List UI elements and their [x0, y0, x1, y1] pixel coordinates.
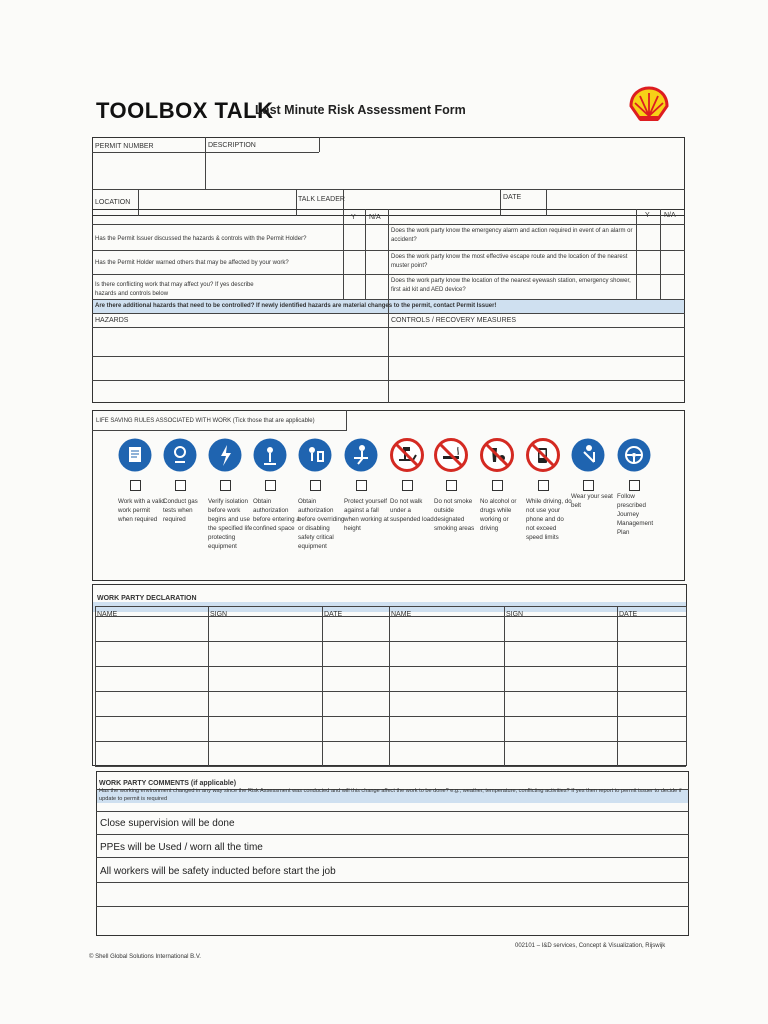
- form-title: TOOLBOX TALK: [96, 98, 274, 123]
- form-subtitle: Last Minute Risk Assessment Form: [255, 103, 466, 117]
- declaration-cell[interactable]: [323, 692, 388, 715]
- declaration-col-header: SIGN: [506, 611, 524, 618]
- comments-heading: WORK PARTY COMMENTS (if applicable): [99, 780, 237, 787]
- declaration-col-line: [686, 606, 687, 766]
- declaration-cell[interactable]: [209, 617, 321, 640]
- footer-reference: 002101 – I&D services, Concept & Visualization, Rijswijk: [515, 943, 666, 949]
- rule-checkbox-1[interactable]: [130, 480, 141, 491]
- rule-checkbox-5[interactable]: [310, 480, 321, 491]
- permit-number-field[interactable]: [93, 153, 204, 188]
- seat-belt-icon: [571, 438, 605, 472]
- rule-checkbox-6[interactable]: [356, 480, 367, 491]
- declaration-cell[interactable]: [209, 692, 321, 715]
- comment-line-3[interactable]: All workers will be safety inducted before start the job: [100, 866, 336, 877]
- rule-caption-1: Work with a valid work permit when required: [118, 498, 165, 523]
- rule-checkbox-2[interactable]: [175, 480, 186, 491]
- no-smoking-icon: [434, 438, 468, 472]
- question-left-2: Has the Permit Holder warned others that may be affected by your work?: [95, 260, 289, 266]
- declaration-cell[interactable]: [323, 717, 388, 740]
- declaration-header-line: [95, 606, 686, 607]
- location-label: LOCATION: [95, 199, 131, 206]
- declaration-cell[interactable]: [618, 742, 685, 765]
- y-header-right: Y: [645, 212, 650, 219]
- declaration-cell[interactable]: [505, 617, 616, 640]
- declaration-cell[interactable]: [390, 692, 503, 715]
- journey-icon: [617, 438, 651, 472]
- declaration-col-header: DATE: [324, 611, 343, 618]
- declaration-cell[interactable]: [505, 717, 616, 740]
- rule-checkbox-4[interactable]: [265, 480, 276, 491]
- rule-caption-2: Conduct gas tests when required: [163, 498, 198, 523]
- date-label: DATE: [503, 194, 522, 201]
- declaration-cell[interactable]: [618, 717, 685, 740]
- declaration-cell[interactable]: [390, 667, 503, 690]
- declaration-cell[interactable]: [96, 692, 207, 715]
- fall-protection-icon: [344, 438, 378, 472]
- rule-caption-6: Protect yourself against a fall when working at height: [344, 498, 389, 532]
- declaration-cell[interactable]: [209, 642, 321, 665]
- declaration-cell[interactable]: [505, 667, 616, 690]
- declaration-cell[interactable]: [618, 667, 685, 690]
- declaration-cell[interactable]: [505, 742, 616, 765]
- declaration-cell[interactable]: [618, 692, 685, 715]
- question-left-3: Is there conflicting work that may affect you? If yes describe hazards and controls below: [95, 282, 254, 297]
- rule-caption-9: No alcohol or drugs while working or driving: [480, 498, 517, 532]
- comment-line-1[interactable]: Close supervision will be done: [100, 818, 235, 829]
- override-icon: [298, 438, 332, 472]
- declaration-col-header: NAME: [391, 611, 412, 618]
- controls-label: CONTROLS / RECOVERY MEASURES: [391, 317, 516, 324]
- declaration-cell[interactable]: [390, 742, 503, 765]
- hazards-label: HAZARDS: [95, 317, 129, 324]
- declaration-row-line: [95, 766, 686, 767]
- declaration-col-header: NAME: [97, 611, 118, 618]
- declaration-cell[interactable]: [96, 667, 207, 690]
- declaration-cell[interactable]: [209, 742, 321, 765]
- declaration-cell[interactable]: [96, 742, 207, 765]
- declaration-cell[interactable]: [209, 717, 321, 740]
- rule-checkbox-12[interactable]: [629, 480, 640, 491]
- comment-line-2[interactable]: PPEs will be Used / worn all the time: [100, 842, 263, 853]
- life-saving-heading: LIFE SAVING RULES ASSOCIATED WITH WORK (Tick those that are applicable): [96, 418, 315, 424]
- comments-question: Has the working environment changed in any way since the Risk Assessment was conducted and will this change affect the work to be done? e.g., weather, temperature, conflicting activities? If yes then report to permit issuer to decide if update to permit is required: [99, 788, 682, 802]
- declaration-cell[interactable]: [323, 642, 388, 665]
- rule-caption-8: Do not smoke outside designated smoking areas: [434, 498, 475, 532]
- rule-checkbox-11[interactable]: [583, 480, 594, 491]
- suspended-load-icon: [390, 438, 424, 472]
- description-field[interactable]: [206, 153, 684, 188]
- confined-space-icon: [253, 438, 287, 472]
- question-right-3: Does the work party know the location of the nearest eyewash station, emergency shower, first aid kit and AED device?: [391, 278, 631, 293]
- footer-copyright: © Shell Global Solutions International B.V.: [89, 954, 201, 960]
- y-header-left: Y: [351, 214, 356, 221]
- rule-caption-12: Follow prescribed Journey Management Plan: [617, 493, 654, 536]
- rule-caption-5: Obtain authorization before overriding or disabling safety critical equipment: [298, 498, 345, 550]
- no-alcohol-icon: [480, 438, 514, 472]
- question-left-1: Has the Permit Issuer discussed the hazards & controls with the Permit Holder?: [95, 236, 307, 242]
- declaration-cell[interactable]: [505, 692, 616, 715]
- na-header-right: N/A: [664, 212, 676, 219]
- permit-number-label: PERMIT NUMBER: [95, 143, 154, 150]
- rule-caption-4: Obtain authorization before entering a confined space: [253, 498, 300, 532]
- declaration-cell[interactable]: [209, 667, 321, 690]
- permit-icon: [118, 438, 152, 472]
- declaration-cell[interactable]: [618, 642, 685, 665]
- rule-caption-3: Verify isolation before work begins and use the specified life protecting equipment: [208, 498, 253, 550]
- shell-logo-icon: [628, 86, 670, 124]
- declaration-cell[interactable]: [323, 742, 388, 765]
- rule-caption-10: While driving, do not use your phone and do not exceed speed limits: [526, 498, 572, 541]
- declaration-cell[interactable]: [96, 717, 207, 740]
- declaration-cell[interactable]: [323, 617, 388, 640]
- talk-leader-label: TALK LEADER: [298, 196, 345, 203]
- declaration-cell[interactable]: [390, 642, 503, 665]
- additional-hazards-note: Are there additional hazards that need to be controlled? If newly identified hazards are material changes to the permit, contact Permit Issuer!: [95, 303, 497, 309]
- declaration-col-header: SIGN: [210, 611, 228, 618]
- declaration-heading: WORK PARTY DECLARATION: [97, 595, 197, 602]
- isolation-icon: [208, 438, 242, 472]
- rule-caption-11: Wear your seat belt: [571, 493, 613, 509]
- declaration-col-header: DATE: [619, 611, 638, 618]
- rule-checkbox-10[interactable]: [538, 480, 549, 491]
- declaration-cell[interactable]: [505, 642, 616, 665]
- rule-checkbox-7[interactable]: [402, 480, 413, 491]
- declaration-cell[interactable]: [96, 617, 207, 640]
- description-label: DESCRIPTION: [208, 142, 256, 149]
- declaration-cell[interactable]: [618, 617, 685, 640]
- no-phone-icon: [526, 438, 560, 472]
- question-right-2: Does the work party know the most effective escape route and the location of the nearest muster point?: [391, 254, 628, 269]
- declaration-cell[interactable]: [96, 642, 207, 665]
- rule-checkbox-8[interactable]: [446, 480, 457, 491]
- gas-test-icon: [163, 438, 197, 472]
- rule-caption-7: Do not walk under a suspended load: [390, 498, 434, 523]
- na-header-left: N/A: [369, 214, 381, 221]
- rule-checkbox-3[interactable]: [220, 480, 231, 491]
- rule-checkbox-9[interactable]: [492, 480, 503, 491]
- declaration-cell[interactable]: [323, 667, 388, 690]
- declaration-cell[interactable]: [390, 617, 503, 640]
- question-right-1: Does the work party know the emergency alarm and action required in event of an alarm or accident?: [391, 228, 633, 243]
- declaration-cell[interactable]: [390, 717, 503, 740]
